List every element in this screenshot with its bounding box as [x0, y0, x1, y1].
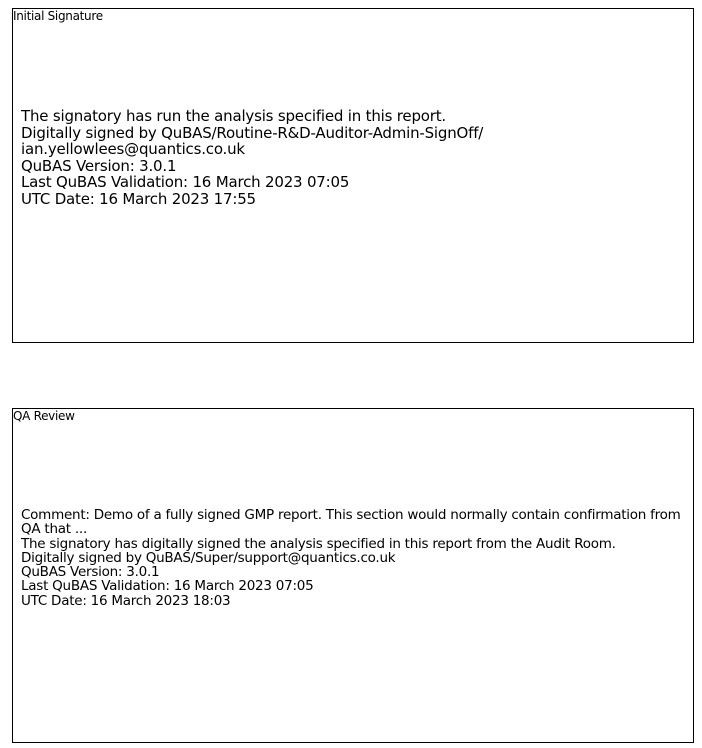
qa-review-utc-date: UTC Date: 16 March 2023 18:03 [21, 592, 231, 609]
qa-review-body [21, 508, 685, 608]
qa-review-title: QA Review [13, 409, 75, 423]
initial-signature-utc-date: UTC Date: 16 March 2023 17:55 [21, 189, 256, 208]
initial-signature-title: Initial Signature [13, 9, 103, 23]
qa-review-last-validation: Last QuBAS Validation: 16 March 2023 07:05 [21, 578, 314, 595]
initial-signature-version: QuBAS Version: 3.0.1 [21, 156, 177, 175]
initial-signature-body [21, 108, 685, 208]
initial-signature-last-validation: Last QuBAS Validation: 16 March 2023 07:05 [21, 173, 350, 192]
initial-signature-email: ian.yellowlees@quantics.co.uk [21, 140, 245, 159]
qa-review-statement: The signatory has digitally signed the analysis specified in this report from the Audit Room. [21, 535, 616, 552]
qa-review-box [12, 408, 694, 743]
initial-signature-statement: The signatory has run the analysis specified in this report. [21, 107, 446, 125]
initial-signature-box [12, 8, 694, 343]
qa-review-version: QuBAS Version: 3.0.1 [21, 564, 160, 581]
qa-review-comment: Comment: Demo of a fully signed GMP report. This section would normally contain confirmation from QA that ... [21, 507, 681, 538]
qa-review-signed-by: Digitally signed by QuBAS/Super/support@quantics.co.uk [21, 549, 396, 566]
initial-signature-signed-by: Digitally signed by QuBAS/Routine-R&D-Auditor-Admin-SignOff/ [21, 123, 484, 142]
